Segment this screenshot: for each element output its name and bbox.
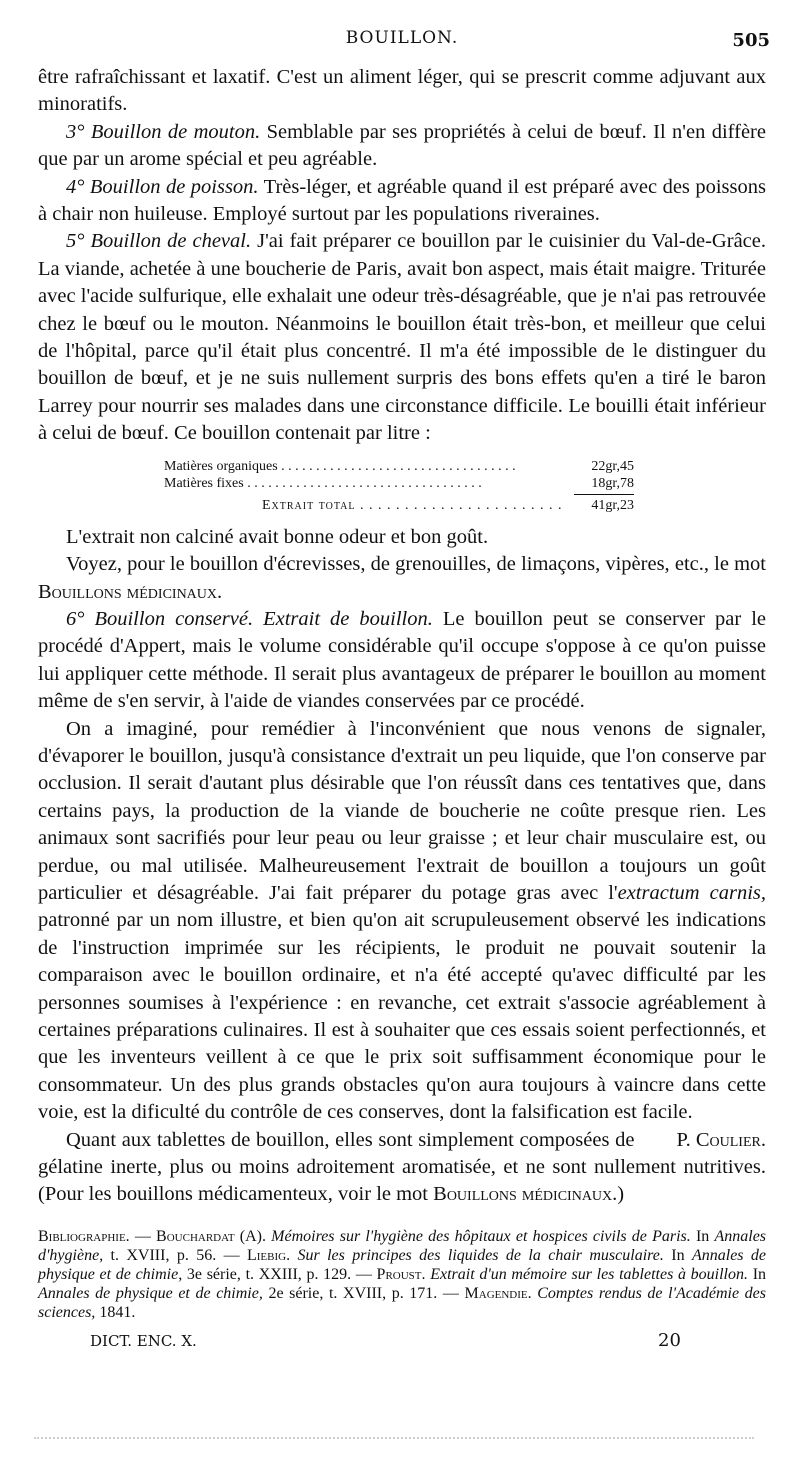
- bleed-through-line: [34, 1437, 754, 1441]
- bib-text: (A).: [234, 1227, 272, 1245]
- paragraph-text: J'ai fait préparer ce bouillon par le cuisinier du Val-de-Grâce. La viande, achetée à une boucherie de Paris, avait bon aspect, mais était maigre. Triturée avec l'acide sulfurique, elle exhalait une odeur très-désagréable, que je n'ai pas retrouvée chez le bœuf ou le mouton. Néanmoins le bouillon était très-bon, et meilleur que celui de l'hôpital, parce qu'il était plus concentré. Il m'a été impossible de le distinguer du bouillon de bœuf, et je ne suis nullement surpris des bons effets qu'en a tiré le baron Larrey pour nourrir ses malades dans une circonstance difficile. Le bouilli était inférieur à celui de bœuf. Ce bouillon contenait par litre :: [38, 230, 766, 445]
- composition-table: [164, 458, 634, 514]
- paragraph-text: Très-léger, et agréable quand il est préparé avec des poissons à chair non huileuse. Employé surtout par les populations riveraines.: [38, 175, 766, 226]
- table-row: [164, 458, 634, 475]
- bib-journal: Annales de physique et de chimie,: [38, 1246, 767, 1283]
- paragraph: [38, 119, 766, 174]
- paragraph-text: Voyez, pour le bouillon d'écrevisses, de grenouilles, de limaçons, vipères, etc., le mot: [66, 553, 766, 576]
- paragraph-text: On a imaginé, pour remédier à l'inconvénient que nous venons de signaler, d'évaporer le bouillon, jusqu'à consistance d'extrait un peu liquide, que l'on conserve par occlusion. Il serait d'autant plus désirable que l'on réussît dans ces tentatives que, dans certains pays, la production de la viande de boucherie ne coûte presque rien. Les animaux sont sacrifiés pour leur peau ou leur graisse ; et leur chair musculaire est, ou perdue, ou mal utilisée. Malheureusement l'extrait de bouillon a toujours un goût particulier et désagréable. J'ai fait préparer du potage gras avec l': [38, 717, 766, 904]
- bib-title: Mémoires sur l'hygiène des hôpitaux et hospices civils de Paris.: [271, 1227, 691, 1245]
- bib-author: Proust.: [376, 1265, 426, 1283]
- paragraph: [38, 174, 766, 229]
- bib-text: In: [663, 1246, 692, 1264]
- bib-text: In: [690, 1227, 715, 1245]
- bib-title: Extrait d'un mémoire sur les tablettes à bouillon.: [430, 1265, 749, 1283]
- total-label: Extrait total . . .: [164, 497, 568, 514]
- page-footer: [38, 1330, 766, 1370]
- bib-author: Magendie.: [464, 1284, 532, 1302]
- paragraph-text: Semblable par ses propriétés à celui de bœuf. Il n'en diffère que par un arome spécial et peu agréable.: [38, 120, 766, 171]
- bib-journal: Annales de physique et de chimie,: [38, 1284, 263, 1302]
- sum-rule: [574, 494, 634, 495]
- bib-journal: Annales d'hygiène,: [38, 1227, 767, 1264]
- row-value: 22gr,45: [591, 458, 634, 474]
- running-header: [38, 0, 770, 51]
- paragraph: [38, 1127, 766, 1209]
- paragraph-text: ): [617, 1183, 625, 1206]
- bib-author: Liebig.: [246, 1246, 291, 1264]
- sheet-number: 20: [658, 1329, 681, 1351]
- page-number: 505: [732, 30, 770, 51]
- latin-term: extractum carnis,: [617, 881, 766, 904]
- bibliography: [38, 1227, 766, 1322]
- section-heading: 4° Bouillon de poisson.: [66, 175, 259, 198]
- paragraph: [38, 716, 766, 1127]
- bib-text: t. XVIII, p. 56. —: [103, 1246, 247, 1264]
- paragraph: [38, 524, 766, 551]
- bib-text: 2e série, t. XVIII, p. 171. —: [262, 1284, 465, 1302]
- paragraph: [38, 551, 766, 606]
- table-row: [164, 475, 634, 492]
- bib-text: —: [129, 1227, 157, 1245]
- total-value: 41gr,23: [591, 497, 634, 513]
- paragraph-text: Quant aux tablettes de bouillon, elles sont simplement composées de gélatine inerte, plus ou moins adroitement aromatisée, et ne sont nullement nutritives. (Pour les bouillons médicamenteux, voir le mot: [38, 1128, 766, 1206]
- row-label: Matières fixes . . .: [164, 475, 568, 492]
- row-value: 18gr,78: [591, 475, 634, 491]
- paragraph-text: être rafraîchissant et laxatif. C'est un aliment léger, qui se prescrit comme adjuvant aux minoratifs.: [38, 66, 766, 116]
- bib-text: 1841.: [95, 1303, 136, 1321]
- paragraph-text: Le bouillon peut se conserver par le procédé d'Appert, mais le volume considérable qu'il occupe s'oppose à ce qu'on puisse lui appliquer cette méthode. Il serait plus avantageux de préparer le bouillon au moment même de s'en servir, à l'aide de viandes conservées par ce procédé.: [38, 607, 767, 713]
- paragraph: [38, 606, 766, 716]
- paragraph: [38, 228, 766, 447]
- running-title: BOUILLON.: [345, 28, 459, 48]
- paragraph: [38, 64, 766, 119]
- author-signature: P. Coulier.: [676, 1128, 766, 1151]
- paragraph-text: L'extrait non calciné avait bonne odeur et bon goût.: [66, 525, 489, 548]
- row-label: Matières organiques . . .: [164, 458, 568, 475]
- table-total-row: [164, 497, 634, 514]
- article-body: [38, 64, 766, 1209]
- cross-reference: Bouillons médicinaux.: [433, 1183, 618, 1206]
- bib-title: Sur les principes des liquides de la chair musculaire.: [297, 1246, 664, 1264]
- bibliography-label: Bibliographie.: [38, 1227, 130, 1245]
- section-heading: 5° Bouillon de cheval.: [66, 230, 252, 253]
- paragraph-text: patronné par un nom illustre, et bien qu'on ait scrupuleusement observé les indications de l'instruction imprimée sur les récipients, le produit ne pouvait soutenir la comparaison avec le bouillon ordinaire, et n'a été accepté qu'avec difficulté par les personnes soumises à l'expérience : en revanche, cet extrait s'associe agréablement à certaines préparations culinaires. Il est à souhaiter que ces essais soient perfectionnés, et que les inventeurs veillent à ce que le prix soit suffisamment économique pour le consommateur. Un des plus grands obstacles qu'on aura toujours à vaincre dans cette voie, est la dificulté du contrôle de ces conserves, dont la falsification est facile.: [38, 909, 766, 1124]
- section-heading: 6° Bouillon conservé. Extrait de bouillon.: [66, 607, 433, 630]
- section-heading: 3° Bouillon de mouton.: [66, 120, 261, 143]
- bib-text: 3e série, t. XXIII, p. 129. —: [182, 1265, 377, 1283]
- bib-author: Bouchardat: [156, 1227, 235, 1245]
- bib-text: In: [748, 1265, 767, 1283]
- page: [38, 0, 770, 1370]
- bib-title: Comptes rendus de l'Académie des sciences,: [38, 1284, 767, 1321]
- signature-mark: DICT. ENC. X.: [90, 1331, 197, 1350]
- cross-reference: Bouillons médicinaux.: [38, 580, 223, 603]
